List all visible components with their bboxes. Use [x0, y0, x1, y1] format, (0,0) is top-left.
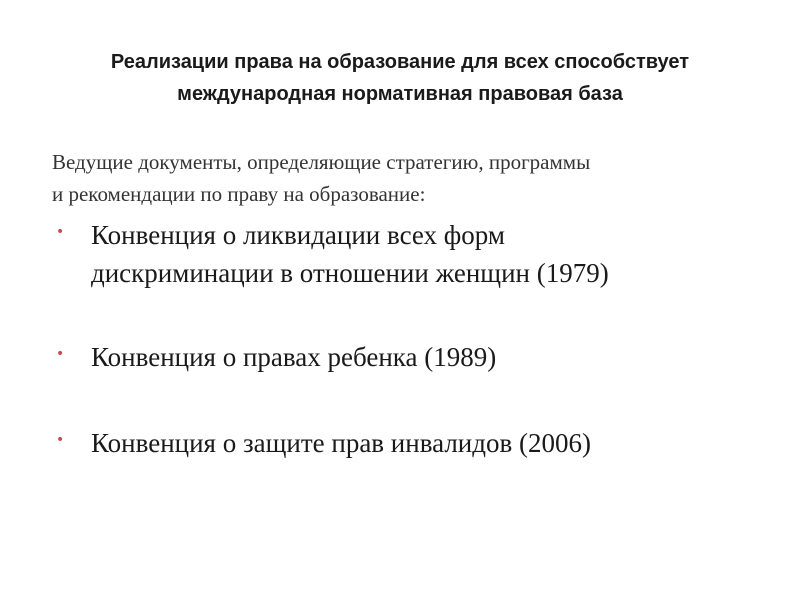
- list-item-text: [91, 216, 751, 292]
- intro-paragraph: [52, 146, 752, 210]
- title-line-2: международная нормативная правовая база: [177, 83, 623, 105]
- intro-line-2: и рекомендации по праву на образование:: [52, 182, 426, 206]
- title-line-1: Реализации права на образование для всех способствует: [110, 51, 690, 73]
- bullet-dot-icon: •: [56, 224, 65, 240]
- slide-title: [40, 46, 760, 110]
- list-item-text: [91, 424, 751, 462]
- list-item-line: дискриминации в отношении женщин (1979): [91, 258, 609, 288]
- list-item-line: Конвенция о защите прав инвалидов (2006): [91, 428, 591, 458]
- bullet-dot-icon: •: [56, 432, 65, 448]
- list-item-text: [91, 338, 751, 376]
- list-item-line: Конвенция о ликвидации всех форм: [91, 220, 505, 250]
- list-item-line: Конвенция о правах ребенка (1989): [91, 342, 497, 372]
- bullet-dot-icon: •: [56, 346, 65, 362]
- intro-line-1: Ведущие документы, определяющие стратегию, программы: [52, 150, 591, 174]
